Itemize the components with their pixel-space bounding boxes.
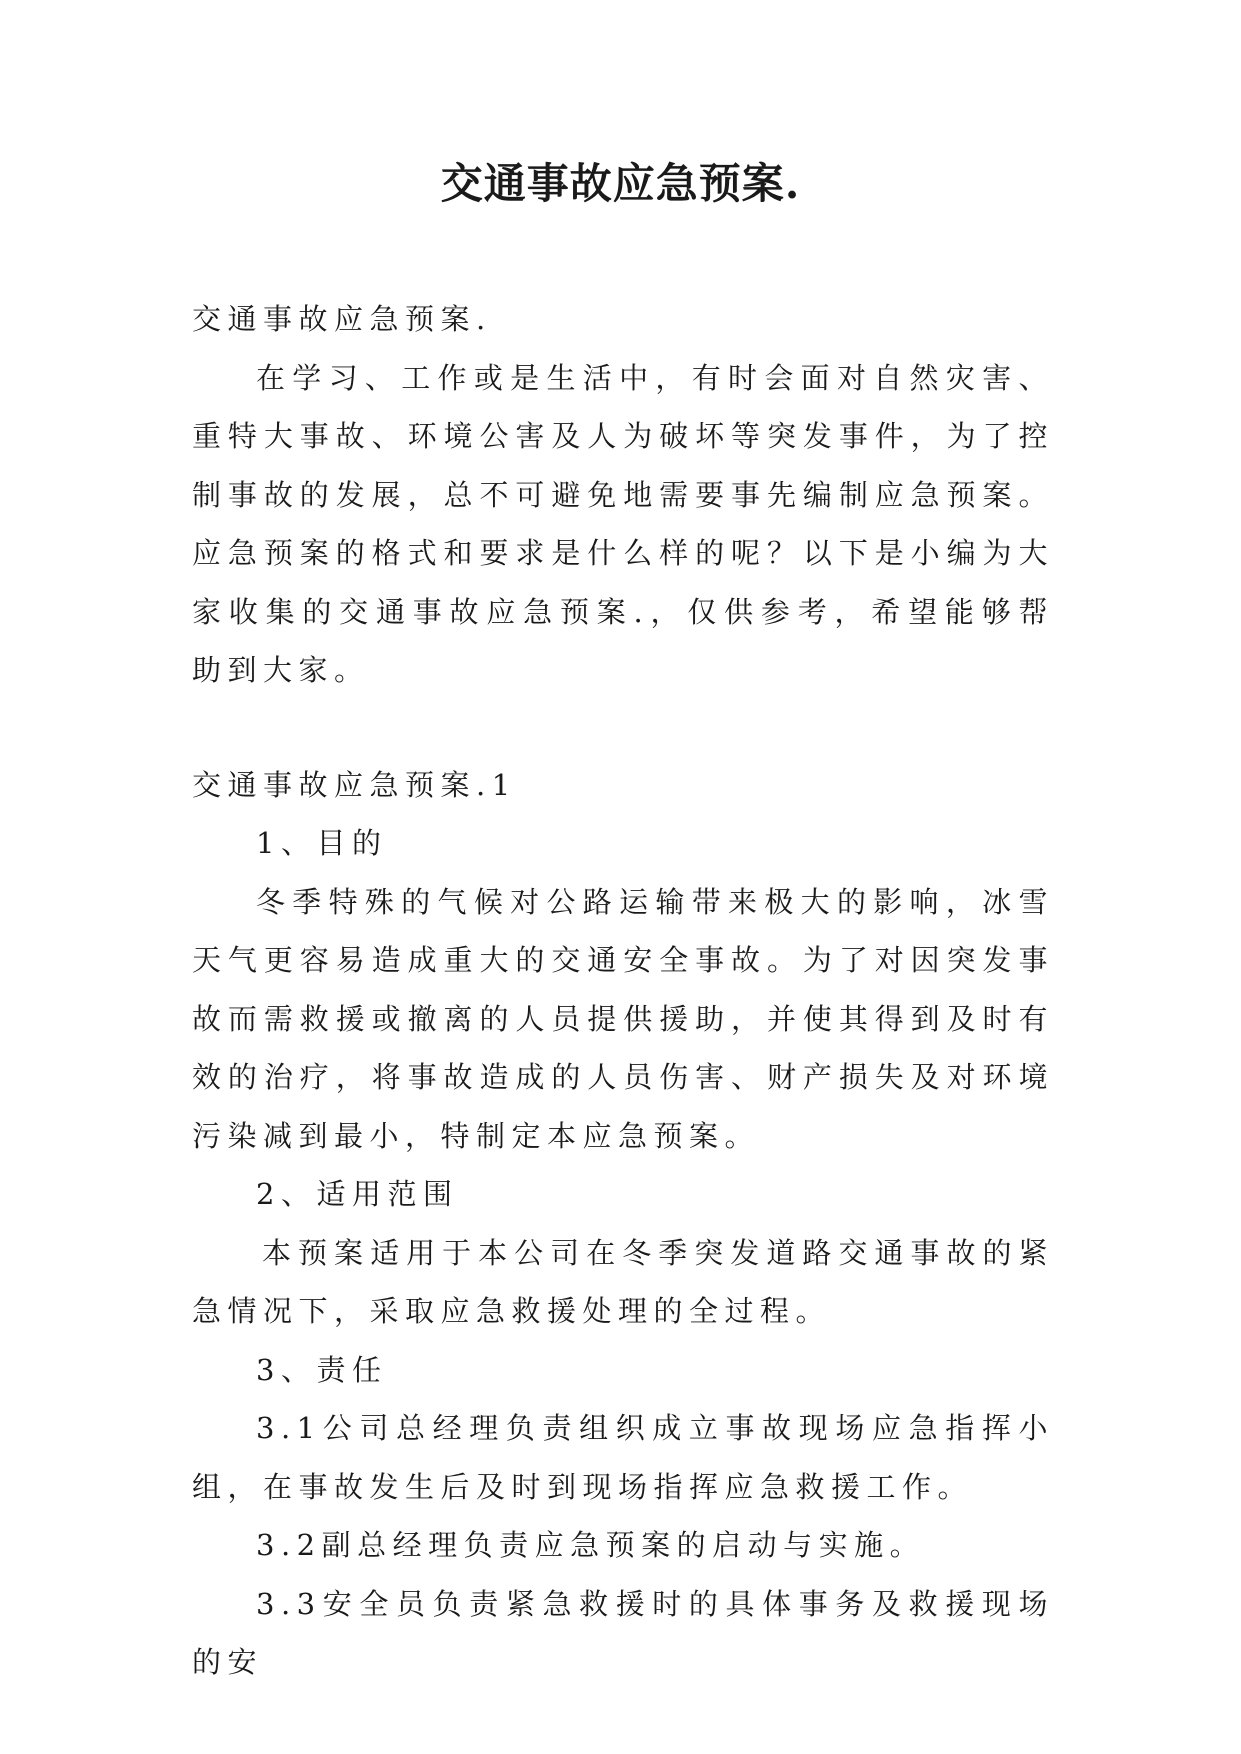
scope-paragraph: 本预案适用于本公司在冬季突发道路交通事故的紧急情况下，采取应急救援处理的全过程。 xyxy=(192,1235,1054,1328)
document-title: 交通事故应急预案. xyxy=(440,159,801,208)
subsection-heading-purpose: 1、目的 xyxy=(256,826,388,860)
intro-paragraph: 在学习、工作或是生活中，有时会面对自然灾害、重特大事故、环境公害及人为破坏等突发事件，为了控制事故的发展，总不可避免地需要事先编制应急预案。应急预案的格式和要求是什么样的呢？以下是小编为大家收集的交通事故应急预案.，仅供参考，希望能够帮助到大家。 xyxy=(192,360,1054,687)
responsibility-item-3-1: 3.1公司总经理负责组织成立事故现场应急指挥小组，在事故发生后及时到现场指挥应急救援工作。 xyxy=(192,1411,1054,1504)
subsection-heading-scope: 2、适用范围 xyxy=(256,1177,459,1211)
subsection-heading-responsibility: 3、责任 xyxy=(256,1352,388,1387)
responsibility-item-3-2: 3.2副总经理负责应急预案的启动与实施。 xyxy=(256,1528,926,1562)
section-heading: 交通事故应急预案.1 xyxy=(192,767,517,802)
document-body xyxy=(192,290,1054,1692)
purpose-paragraph: 冬季特殊的气候对公路运输带来极大的影响，冰雪天气更容易造成重大的交通安全事故。为了对因突发事故而需救援或撤离的人员提供援助，并使其得到及时有效的治疗，将事故造成的人员伤害、财产损失及对环境污染减到最小，特制定本应急预案。 xyxy=(192,884,1054,1153)
responsibility-item-3-3: 3.3安全员负责紧急救援时的具体事务及救援现场的安 xyxy=(192,1586,1054,1679)
intro-heading: 交通事故应急预案. xyxy=(192,302,492,336)
